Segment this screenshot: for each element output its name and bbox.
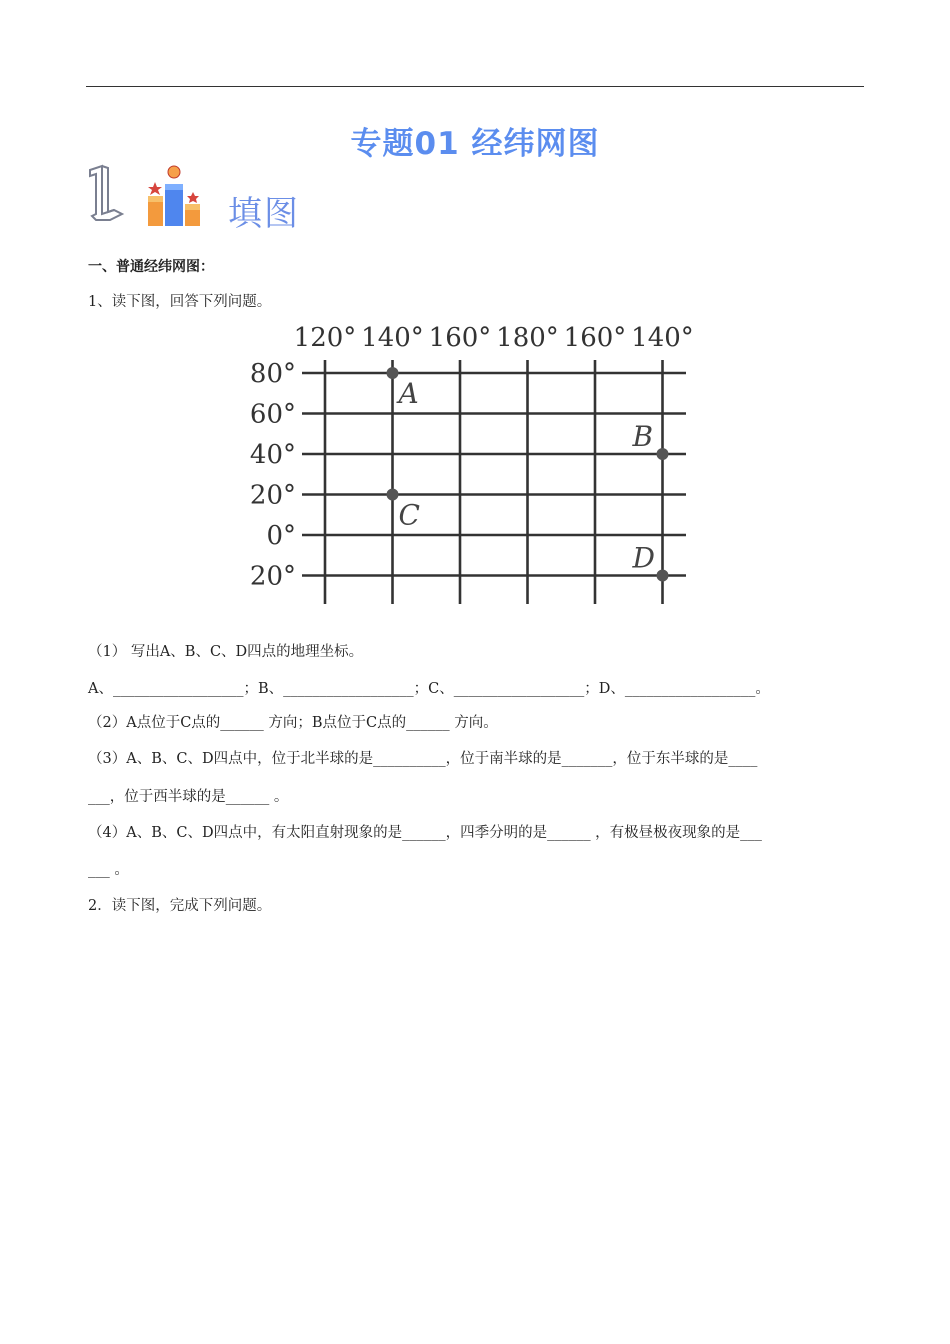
lon-label-4: 160°: [563, 323, 627, 353]
point-b: [657, 448, 669, 460]
question-2-stem: 2．读下图，完成下列问题。: [88, 898, 272, 914]
point-d: [657, 570, 669, 582]
point-label-d: D: [632, 541, 655, 575]
header-rule: [86, 86, 864, 87]
lat-label-4: 0°: [266, 521, 296, 551]
question-1-sub4-line2: ___ 。: [88, 862, 129, 878]
section-heading: 一、普通经纬网图：: [88, 259, 214, 275]
point-a: [387, 367, 399, 379]
question-1-sub2: （2）A点位于C点的______ 方向；B点位于C点的______ 方向。: [88, 715, 498, 731]
grid-svg: [240, 318, 710, 610]
lat-label-0: 80°: [249, 359, 296, 389]
lat-label-2: 40°: [249, 440, 296, 470]
question-1-sub3-line2: ___，位于西半球的是______ 。: [88, 789, 289, 805]
point-label-b: B: [632, 420, 654, 453]
lat-label-5: 20°: [249, 561, 296, 592]
point-label-a: A: [398, 377, 419, 410]
lon-label-1: 140°: [361, 323, 424, 353]
page-title: 专题01 经纬网图: [350, 126, 600, 162]
point-c: [387, 489, 399, 501]
number-one-icon: [90, 166, 122, 220]
lon-label-3: 180°: [496, 323, 559, 353]
podium-chart-icon: [148, 166, 200, 226]
lat-label-1: 60°: [249, 399, 296, 430]
banner-label: 填图: [228, 194, 300, 234]
lon-label-0: 120°: [293, 323, 357, 353]
point-label-c: C: [398, 498, 420, 532]
lon-label-2: 160°: [428, 323, 492, 353]
lon-label-5: 140°: [631, 323, 694, 353]
question-1-sub3-line1: （3）A、B、C、D四点中，位于北半球的是__________，位于南半球的是_______，位于东半球的是____: [88, 751, 758, 767]
question-1-stem: 1、读下图，回答下列问题。: [88, 294, 272, 310]
lat-lon-grid: [240, 318, 710, 610]
lat-label-3: 20°: [249, 480, 296, 511]
question-1-sub1-answers: A、__________________；B、__________________；C、__________________；D、__________________。: [88, 681, 770, 697]
question-1-sub1: （1） 写出A、B、C、D四点的地理坐标。: [88, 644, 364, 660]
question-1-sub4-line1: （4）A、B、C、D四点中，有太阳直射现象的是______，四季分明的是______ ，有极昼极夜现象的是___: [88, 825, 762, 841]
